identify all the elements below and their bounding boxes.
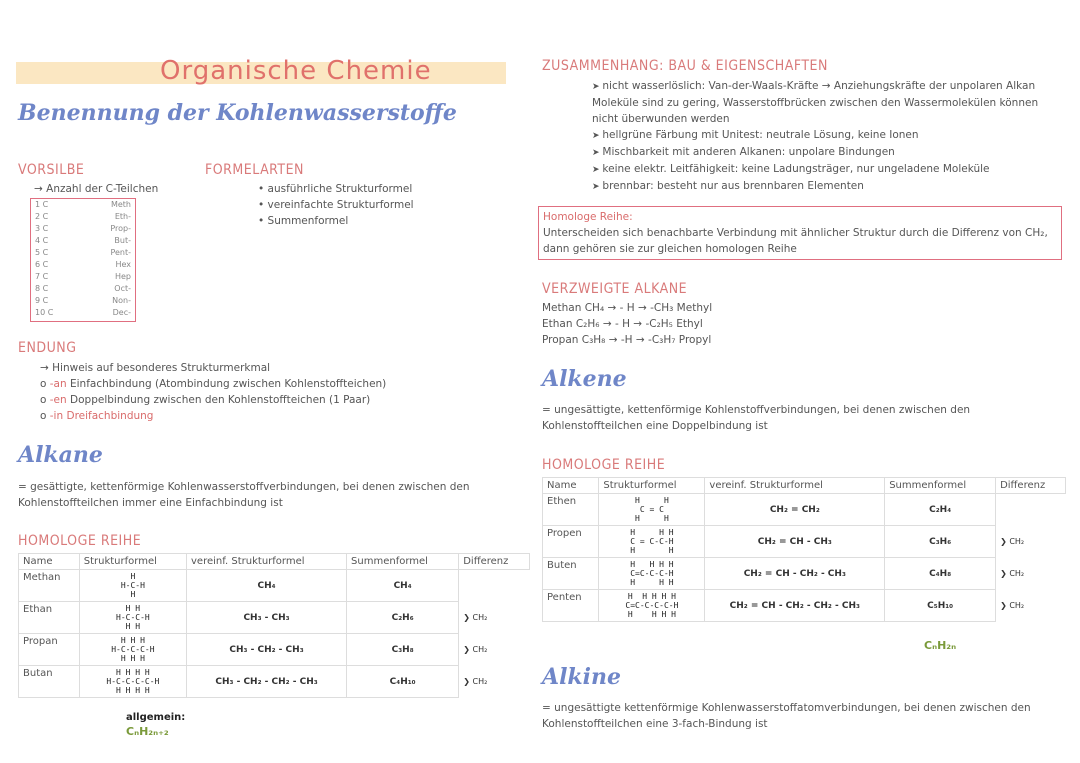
cell-diff: ❯ CH₂ [463,613,488,622]
verzweigte-line: Propan C₃H₈ → -H → -C₃H₇ Propyl [542,334,712,346]
cell-name: Buten [543,558,599,590]
formelarten-item: • Summenformel [258,213,414,229]
column-header: Summenformel [347,554,459,570]
zusammenhang-heading: ZUSAMMENHANG: BAU & EIGENSCHAFTEN [542,58,828,74]
zusammenhang-item: ➤ nicht wasserlöslich: Van-der-Waals-Kräfte → Anziehungskräfte der unpolaren Alkan Moleküle sind zu gering, Wasserstoffbrücken zwischen den Wassermolekülen können nicht überwunden werden [592,78,1052,127]
alkane-general-formula: CₙH₂ₙ₊₂ [126,725,169,738]
vorsilbe-row [31,247,135,259]
formelarten-list [258,181,414,229]
alkane-table-heading: HOMOLOGE REIHE [18,533,142,549]
alkane-heading: Alkane [18,442,103,468]
cell-diff [996,494,1066,526]
column-header: Differenz [996,478,1066,494]
verzweigte-line: Ethan C₂H₆ → - H → -C₂H₅ Ethyl [542,318,703,330]
cell-sf: C₅H₁₀ [885,590,996,622]
vorsilbe-count: 10 C [35,308,54,317]
cell-sf: C₂H₆ [347,602,459,634]
zusammenhang-list [592,78,1052,195]
zusammenhang-item: ➤ keine elektr. Leitfähigkeit: keine Ladungsträger, nur ungeladene Moleküle [592,161,1052,178]
cell-sf: C₄H₁₀ [347,666,459,698]
verzweigte-heading: VERZWEIGTE ALKANE [542,281,688,297]
cell-vs: CH₃ - CH₃ [187,602,347,634]
vorsilbe-count: 9 C [35,296,49,305]
homologe-box-text: Unterscheiden sich benachbarte Verbindung mit ähnlicher Struktur durch die Differenz von CH₂, dann gehören sie zur gleichen homologen Reihe [543,227,1048,255]
verzweigte-lines [542,300,712,348]
differenz-label: CH₂ [1009,569,1025,578]
homologe-box-title: Homologe Reihe: [543,211,633,223]
table-row [19,602,530,634]
alkane-table [18,553,530,698]
cell-name: Ethan [19,602,80,634]
cell-sf: C₄H₈ [885,558,996,590]
cell-vs: CH₂ = CH - CH₂ - CH₃ [705,558,885,590]
cell-diff: ❯ CH₂ [1000,537,1025,546]
vorsilbe-count: 5 C [35,248,49,257]
vorsilbe-row [31,307,135,319]
differenz-label: CH₂ [472,645,488,654]
zusammenhang-item: ➤ brennbar: besteht nur aus brennbaren Elementen [592,178,1052,195]
cell-sf: C₃H₆ [885,526,996,558]
cell-struct: H H-C-H H [79,570,186,602]
vorsilbe-prefix: Dec- [112,308,131,317]
column-header: Strukturformel [79,554,186,570]
vorsilbe-row [31,283,135,295]
vorsilbe-prefix: Oct- [114,284,131,293]
vorsilbe-row [31,295,135,307]
cell-sf: C₂H₄ [885,494,996,526]
vorsilbe-row [31,271,135,283]
endung-note: → Hinweis auf besonderes Strukturmerkmal [40,362,271,374]
table-row [543,558,1066,590]
page-subtitle: Benennung der Kohlenwasserstoffe [18,100,457,126]
differenz-label: CH₂ [1009,601,1025,610]
vorsilbe-count: 1 C [35,200,49,209]
alkine-heading: Alkine [542,664,622,690]
general-label: allgemein: [126,712,186,723]
differenz-label: CH₂ [1009,537,1025,546]
cell-diff: ❯ CH₂ [463,677,488,686]
vorsilbe-prefix: Hep [114,272,131,281]
endung-item: o -in Dreifachbindung [40,408,386,424]
cell-name: Propen [543,526,599,558]
vorsilbe-count: 7 C [35,272,49,281]
column-header: Name [19,554,80,570]
endung-heading: ENDUNG [18,340,77,356]
formelarten-heading: FORMELARTEN [205,162,304,178]
alkene-table [542,477,1066,622]
cell-struct: H H H H H-C-C-C-C-H H H H H [79,666,186,698]
vorsilbe-prefix: Pent- [110,248,131,257]
vorsilbe-prefix: Prop- [110,224,131,233]
cell-name: Ethen [543,494,599,526]
column-header: Name [543,478,599,494]
verzweigte-line: Methan CH₄ → - H → -CH₃ Methyl [542,302,713,314]
vorsilbe-count: 4 C [35,236,49,245]
alkene-heading: Alkene [542,366,627,392]
vorsilbe-prefix: Eth- [114,212,131,221]
cell-sf: C₃H₈ [347,634,459,666]
cell-struct: H H H H C=C-C-C-H H H H [599,558,705,590]
vorsilbe-count: 8 C [35,284,49,293]
endung-item: o -en Doppelbindung zwischen den Kohlenstoffteichen (1 Paar) [40,392,386,408]
table-row [543,590,1066,622]
endung-list [40,376,386,424]
formelarten-item: • ausführliche Strukturformel [258,181,414,197]
table-header-row [543,478,1066,494]
zusammenhang-item: ➤ hellgrüne Färbung mit Unitest: neutrale Lösung, keine Ionen [592,127,1052,144]
formelarten-item: • vereinfachte Strukturformel [258,197,414,213]
vorsilbe-box [30,198,136,322]
cell-diff: ❯ CH₂ [1000,601,1025,610]
table-row [19,666,530,698]
column-header: vereinf. Strukturformel [705,478,885,494]
alkene-table-heading: HOMOLOGE REIHE [542,457,666,473]
cell-vs: CH₂ = CH₂ [705,494,885,526]
cell-name: Butan [19,666,80,698]
cell-diff: ❯ CH₂ [1000,569,1025,578]
cell-struct: H H H-C-C-H H H [79,602,186,634]
vorsilbe-row [31,235,135,247]
column-header: Strukturformel [599,478,705,494]
homologe-reihe-box [538,206,1062,260]
vorsilbe-row [31,259,135,271]
differenz-label: CH₂ [472,677,488,686]
table-row [543,526,1066,558]
cell-vs: CH₄ [187,570,347,602]
vorsilbe-prefix: Non- [112,296,131,305]
alkene-definition: = ungesättigte, kettenförmige Kohlenstoffverbindungen, bei denen zwischen den Kohlenstoffteilchen eine Doppelbindung ist [542,404,971,432]
cell-sf: CH₄ [347,570,459,602]
table-row [19,634,530,666]
table-row [19,570,530,602]
cell-diff [459,570,530,602]
vorsilbe-count: 6 C [35,260,49,269]
alkene-general-formula: CₙH₂ₙ [924,639,957,652]
cell-struct: H H H C = C-C-H H H [599,526,705,558]
vorsilbe-prefix: Meth [110,200,131,209]
column-header: vereinf. Strukturformel [187,554,347,570]
zusammenhang-item: ➤ Mischbarkeit mit anderen Alkanen: unpolare Bindungen [592,144,1052,161]
column-header: Differenz [459,554,530,570]
cell-struct: H H H H H C=C-C-C-C-H H H H H [599,590,705,622]
table-row [543,494,1066,526]
alkane-definition: = gesättigte, kettenförmige Kohlenwasserstoffverbindungen, bei denen zwischen den Kohlenstoffteilchen immer eine Einfachbindung ist [18,481,470,509]
cell-struct: H H C = C H H [599,494,705,526]
page-title: Organische Chemie [160,56,432,86]
vorsilbe-heading: VORSILBE [18,162,85,178]
vorsilbe-row [31,223,135,235]
vorsilbe-note: → Anzahl der C-Teilchen [34,183,159,195]
cell-struct: H H H H-C-C-C-H H H H [79,634,186,666]
vorsilbe-row [31,211,135,223]
alkine-definition: = ungesättigte kettenförmige Kohlenwasserstoffatomverbindungen, bei denen zwischen den Kohlenstoffteilchen eine 3-fach-Bindung ist [542,702,1031,730]
vorsilbe-count: 3 C [35,224,49,233]
cell-diff: ❯ CH₂ [463,645,488,654]
cell-vs: CH₃ - CH₂ - CH₃ [187,634,347,666]
cell-vs: CH₂ = CH - CH₂ - CH₂ - CH₃ [705,590,885,622]
column-header: Summenformel [885,478,996,494]
vorsilbe-prefix: But- [114,236,131,245]
vorsilbe-row [31,199,135,211]
cell-name: Penten [543,590,599,622]
endung-item: o -an Einfachbindung (Atombindung zwischen Kohlenstoffteichen) [40,376,386,392]
table-header-row [19,554,530,570]
cell-vs: CH₂ = CH - CH₃ [705,526,885,558]
differenz-label: CH₂ [472,613,488,622]
vorsilbe-count: 2 C [35,212,49,221]
cell-name: Methan [19,570,80,602]
vorsilbe-prefix: Hex [115,260,131,269]
cell-vs: CH₃ - CH₂ - CH₂ - CH₃ [187,666,347,698]
cell-name: Propan [19,634,80,666]
